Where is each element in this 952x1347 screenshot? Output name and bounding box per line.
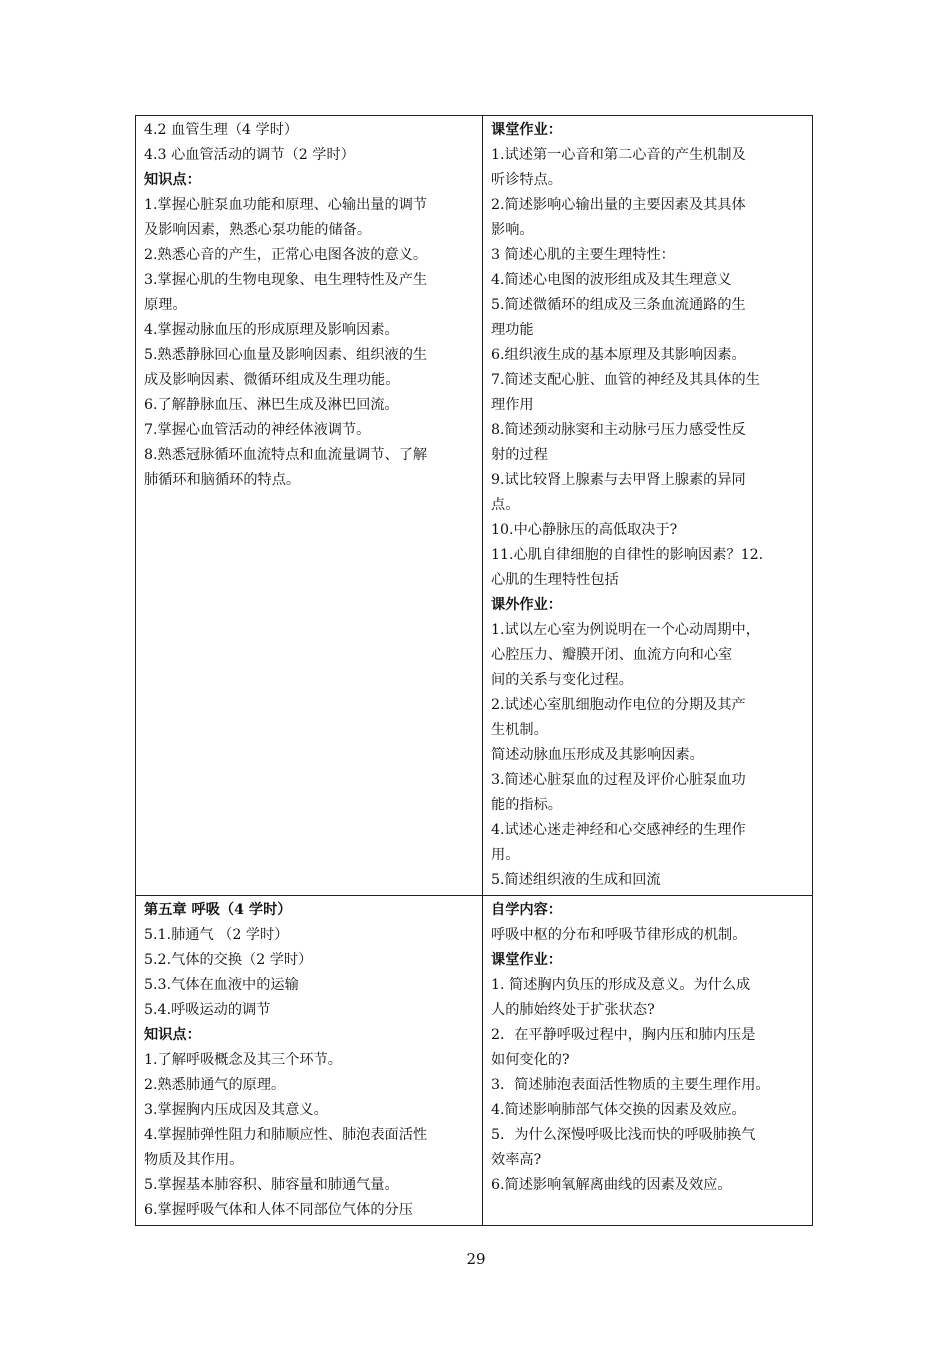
section-heading: 自学内容： xyxy=(491,902,562,918)
chapter5-content-cell xyxy=(136,896,483,1226)
text-line: 5.掌握基本肺容积、肺容量和肺通气量。 xyxy=(144,1177,399,1193)
text-line: 成及影响因素、微循环组成及生理功能。 xyxy=(144,372,400,388)
text-line: 7.掌握心血管活动的神经体液调节。 xyxy=(144,422,371,438)
section-heading: 知识点： xyxy=(144,172,201,188)
text-line: 呼吸中枢的分布和呼吸节律形成的机制。 xyxy=(491,927,747,943)
text-line: 理作用 xyxy=(491,397,534,413)
text-line: 能的指标。 xyxy=(491,797,562,813)
text-line: 5．为什么深慢呼吸比浅而快的呼吸肺换气 xyxy=(491,1127,756,1143)
text-line: 4.掌握动脉血压的形成原理及影响因素。 xyxy=(144,322,399,338)
text-line: 人的肺始终处于扩张状态? xyxy=(491,1002,655,1018)
section-heading: 知识点： xyxy=(144,1027,201,1043)
text-line: 7.简述支配心脏、血管的神经及其具体的生 xyxy=(491,372,760,388)
text-line: 影响。 xyxy=(491,222,534,238)
text-line: 1.试以左心室为例说明在一个心动周期中， xyxy=(491,622,760,638)
text-line: 射的过程 xyxy=(491,447,548,463)
text-line: 用。 xyxy=(491,847,520,863)
text-line: 5.简述组织液的生成和回流 xyxy=(491,872,661,888)
text-line: 10.中心静脉压的高低取决于? xyxy=(491,522,678,538)
text-line: 6.了解静脉血压、淋巴生成及淋巴回流。 xyxy=(144,397,399,413)
text-line: 1. 简述胸内负压的形成及意义。为什么成 xyxy=(491,977,751,993)
syllabus-table xyxy=(135,115,813,1226)
text-line: 如何变化的? xyxy=(491,1052,570,1068)
text-line: 11.心肌自律细胞的自律性的影响因素？12. xyxy=(491,547,764,563)
text-line: 间的关系与变化过程。 xyxy=(491,672,633,688)
text-line: 及影响因素，熟悉心泵功能的储备。 xyxy=(144,222,372,238)
text-line: 5.简述微循环的组成及三条血流通路的生 xyxy=(491,297,746,313)
text-line: 简述动脉血压形成及其影响因素。 xyxy=(491,747,704,763)
table-row xyxy=(136,896,813,1226)
text-line: 1.掌握心脏泵血功能和原理、心输出量的调节 xyxy=(144,197,428,213)
text-line: 心腔压力、瓣膜开闭、血流方向和心室 xyxy=(491,647,733,663)
text-line: 2．在平静呼吸过程中，胸内压和肺内压是 xyxy=(491,1027,756,1043)
chapter4-content-cell xyxy=(136,116,483,896)
page-number: 29 xyxy=(466,1250,486,1268)
text-line: 效率高? xyxy=(491,1152,542,1168)
section-heading: 第五章 呼吸（4 学时） xyxy=(144,902,292,918)
text-line: 5.1.肺通气 （2 学时） xyxy=(144,927,289,943)
section-heading: 课外作业： xyxy=(491,597,562,613)
text-line: 5.2.气体的交换（2 学时） xyxy=(144,952,313,968)
text-line: 听诊特点。 xyxy=(491,172,562,188)
text-line: 2.熟悉心音的产生，正常心电图各波的意义。 xyxy=(144,247,428,263)
text-line: 2.试述心室肌细胞动作电位的分期及其产 xyxy=(491,697,746,713)
text-line: 6.掌握呼吸气体和人体不同部位气体的分压 xyxy=(144,1202,413,1218)
text-line: 9.试比较肾上腺素与去甲肾上腺素的异同 xyxy=(491,472,746,488)
text-line: 理功能 xyxy=(491,322,534,338)
text-line: 3.掌握心肌的生物电现象、电生理特性及产生 xyxy=(144,272,428,288)
text-line: 5.3.气体在血液中的运输 xyxy=(144,977,299,993)
section-heading: 课堂作业： xyxy=(491,122,562,138)
text-line: 4.简述影响肺部气体交换的因素及效应。 xyxy=(491,1102,746,1118)
text-line: 4.试述心迷走神经和心交感神经的生理作 xyxy=(491,822,746,838)
text-line: 5.熟悉静脉回心血量及影响因素、组织液的生 xyxy=(144,347,428,363)
table-row xyxy=(136,116,813,896)
text-line: 3.掌握胸内压成因及其意义。 xyxy=(144,1102,328,1118)
text-line: 8.熟悉冠脉循环血流特点和血流量调节、了解 xyxy=(144,447,428,463)
text-line: 物质及其作用。 xyxy=(144,1152,244,1168)
text-line: 4.2 血管生理（4 学时） xyxy=(144,122,299,138)
text-line: 2.熟悉肺通气的原理。 xyxy=(144,1077,286,1093)
text-line: 6.组织液生成的基本原理及其影响因素。 xyxy=(491,347,746,363)
text-line: 心肌的生理特性包括 xyxy=(491,572,619,588)
text-line: 肺循环和脑循环的特点。 xyxy=(144,472,301,488)
text-line: 4.掌握肺弹性阻力和肺顺应性、肺泡表面活性 xyxy=(144,1127,428,1143)
text-line: 生机制。 xyxy=(491,722,548,738)
text-line: 3.简述心脏泵血的过程及评价心脏泵血功 xyxy=(491,772,746,788)
text-line: 点。 xyxy=(491,497,520,513)
section-heading: 课堂作业： xyxy=(491,952,562,968)
chapter5-assignments-cell xyxy=(483,896,813,1226)
chapter4-assignments-cell xyxy=(483,116,813,896)
text-line: 6.简述影响氧解离曲线的因素及效应。 xyxy=(491,1177,732,1193)
text-line: 1.试述第一心音和第二心音的产生机制及 xyxy=(491,147,746,163)
text-line: 原理。 xyxy=(144,297,187,313)
text-line: 4.3 心血管活动的调节（2 学时） xyxy=(144,147,355,163)
text-line: 4.简述心电图的波形组成及其生理意义 xyxy=(491,272,732,288)
text-line: 3 简述心肌的主要生理特性： xyxy=(491,247,675,263)
text-line: 2.简述影响心输出量的主要因素及其具体 xyxy=(491,197,746,213)
text-line: 3．简述肺泡表面活性物质的主要生理作用。 xyxy=(491,1077,770,1093)
text-line: 1.了解呼吸概念及其三个环节。 xyxy=(144,1052,342,1068)
text-line: 8.简述颈动脉窦和主动脉弓压力感受性反 xyxy=(491,422,746,438)
text-line: 5.4.呼吸运动的调节 xyxy=(144,1002,271,1018)
